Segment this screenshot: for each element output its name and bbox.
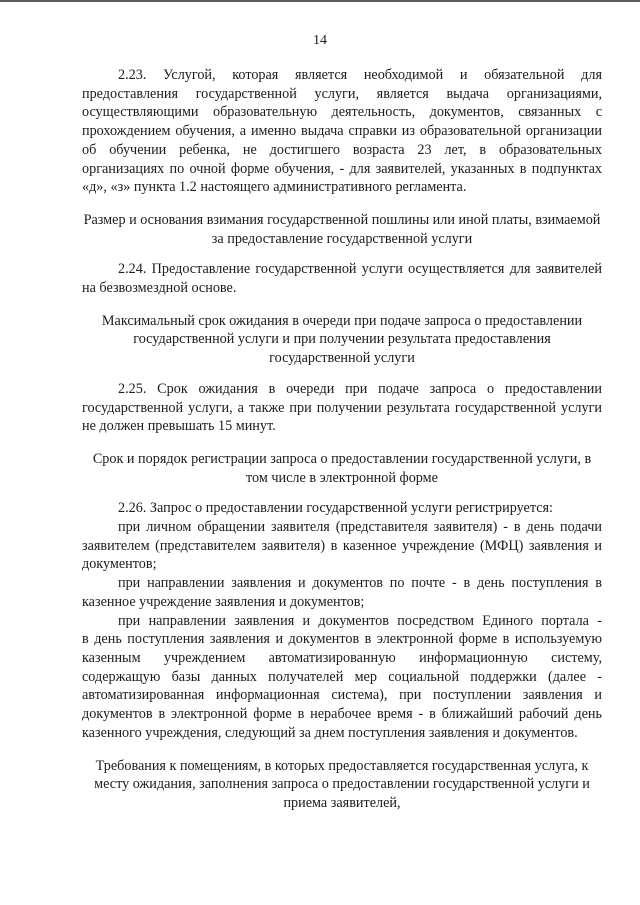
heading-registration: Срок и порядок регистрации запроса о предоставлении государственной услуги, в том числе в электронной форме	[92, 450, 592, 486]
scan-edge-line	[0, 0, 640, 2]
paragraph-2-26-portal: в день поступления заявления и документов в электронной форме в используемую казенным учреждением автоматизированную информационную систему, содержащую базы данных получателей мер социальной поддержки (далее - автоматизированная информационная система), при поступлении заявления и документов в электронной форме в нерабочее время - в ближайший рабочий день казенного учреждения, следующий за днем поступления заявления и документов.	[82, 631, 602, 741]
paragraph-2-25: 2.25. Срок ожидания в очереди при подаче запроса о предоставлении государственной услуги, а также при получении результата государственной услуги не должен превышать 15 минут.	[82, 380, 602, 435]
heading-fee: Размер и основания взимания государственной пошлины или иной платы, взимаемой за предоставление государственной услуги	[83, 211, 601, 247]
document-body	[82, 66, 602, 813]
paragraph-2-26-portal-first-line: при направлении заявления и документов посредством Единого портала -	[118, 612, 602, 629]
paragraph-2-26-post: при направлении заявления и документов по почте - в день поступления в казенное учреждение заявления и документов;	[82, 575, 602, 610]
heading-premises: Требования к помещениям, в которых предоставляется государственная услуга, к месту ожидания, заполнения запроса о предоставлении государственной услуги и приема заявителей,	[94, 757, 590, 811]
page-number: 14	[313, 33, 327, 48]
paragraph-2-26-personal: при личном обращении заявителя (представителя заявителя) - в день подачи заявителем (представителем заявителя) в казенное учреждение (МФЦ) заявления и документов;	[82, 519, 602, 573]
paragraph-2-26: 2.26. Запрос о предоставлении государственной услуги регистрируется:	[118, 500, 553, 517]
paragraph-2-23: 2.23. Услугой, которая является необходимой и обязательной для предоставления государственной услуги, является выдача организациями, осуществляющими образовательную деятельность, документов, связанных с прохождением обучения, а именно выдача справки из образовательной организации об обучении ребенка, не достигшего возраста 23 лет, в образовательных организациях по очной форме обучения, - для заявителей, указанных в подпунктах «д», «з» пункта 1.2 настоящего административного регламента.	[82, 67, 602, 196]
heading-queue-time: Максимальный срок ожидания в очереди при подаче запроса о предоставлении государственной услуги и при получении результата предоставления государственной услуги	[101, 312, 583, 367]
paragraph-2-24: 2.24. Предоставление государственной услуги осуществляется для заявителей на безвозмездной основе.	[82, 261, 602, 297]
